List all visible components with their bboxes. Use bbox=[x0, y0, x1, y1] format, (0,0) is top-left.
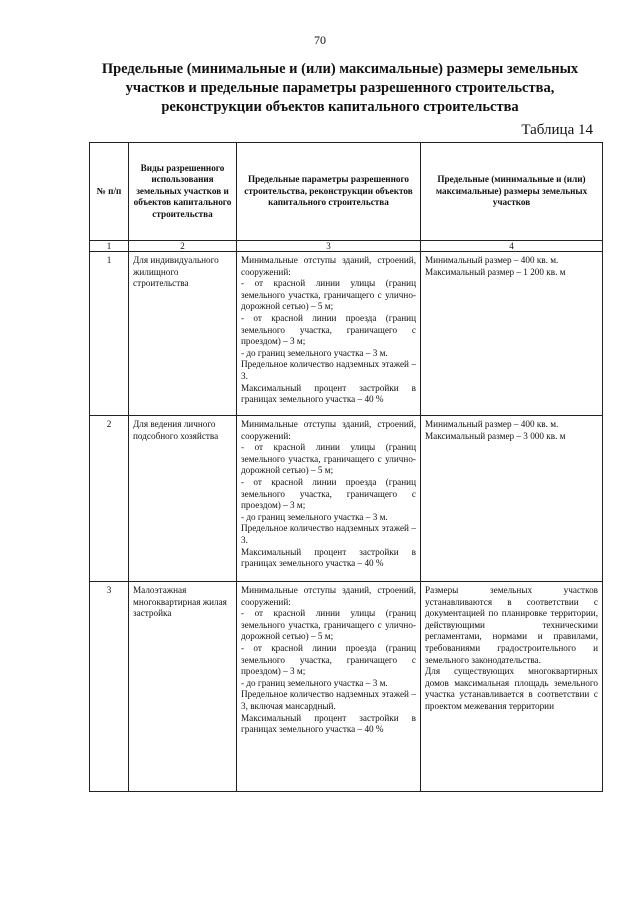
size-line: Максимальный размер – 3 000 кв. м bbox=[425, 430, 566, 441]
size-line: Размеры земельных участков устанавливаются в соответствии с документацией по планировке территории, действующими техническими регламентами, нормами и правилами, требованиями градостроительного и земельного законодательства. bbox=[425, 585, 598, 665]
parameters-table bbox=[89, 142, 603, 792]
size-line: Максимальный размер – 1 200 кв. м bbox=[425, 266, 566, 277]
header-plot-sizes: Предельные (минимальные и (или) максимальные) размеры земельных участков bbox=[421, 143, 603, 241]
param-line: - от красной линии проезда (границ земельного участка, граничащего с проездом) – 3 м; bbox=[241, 642, 416, 677]
size-line: Минимальный размер – 400 кв. м. bbox=[425, 255, 559, 265]
column-number: 1 bbox=[90, 241, 129, 252]
document-title: Предельные (минимальные и (или) максимальные) размеры земельных участков и предельные параметры разрешенного строительства, реконструкции объектов капитального строительства bbox=[101, 61, 579, 115]
param-line: - от красной линии проезда (границ земельного участка, граничащего с проездом) – 3 м; bbox=[241, 476, 416, 511]
header-build-params: Предельные параметры разрешенного строительства, реконструкции объектов капитального строительства bbox=[237, 143, 421, 241]
table-caption: Таблица 14 bbox=[521, 122, 593, 138]
column-number: 3 bbox=[237, 241, 421, 252]
size-line: Минимальный размер – 400 кв. м. bbox=[425, 419, 559, 429]
param-line: - до границ земельного участка – 3 м. bbox=[241, 511, 388, 522]
table-row bbox=[90, 416, 603, 582]
param-line: Минимальные отступы зданий, строений, сооружений: bbox=[241, 255, 416, 277]
header-use-type: Виды разрешенного использования земельных участков и объектов капитального строительства bbox=[129, 143, 237, 241]
header-row bbox=[90, 143, 603, 241]
param-line: Максимальный процент застройки в границах земельного участка – 40 % bbox=[241, 712, 416, 735]
row-build-params bbox=[237, 582, 421, 792]
param-line: - от красной линии улицы (границ земельного участка, граничащего с улично-дорожной сетью) – 5 м; bbox=[241, 442, 416, 476]
row-plot-sizes bbox=[421, 252, 603, 416]
row-use-type: Малоэтажная многоквартирная жилая застройка bbox=[129, 582, 237, 792]
table-row bbox=[90, 582, 603, 792]
row-plot-sizes bbox=[421, 416, 603, 582]
table-row bbox=[90, 252, 603, 416]
row-build-params bbox=[237, 416, 421, 582]
param-line: - до границ земельного участка – 3 м. bbox=[241, 677, 388, 688]
param-line: - от красной линии улицы (границ земельного участка, граничащего с улично-дорожной сетью) – 5 м; bbox=[241, 278, 416, 312]
param-line: Максимальный процент застройки в границах земельного участка – 40 % bbox=[241, 382, 416, 405]
column-number: 4 bbox=[421, 241, 603, 252]
row-plot-sizes bbox=[421, 582, 603, 792]
row-number: 2 bbox=[90, 416, 129, 582]
param-line: Минимальные отступы зданий, строений, сооружений: bbox=[241, 419, 416, 441]
param-line: Максимальный процент застройки в границах земельного участка – 40 % bbox=[241, 546, 416, 569]
header-number: № п/п bbox=[90, 143, 129, 241]
size-line: Для существующих многоквартирных домов максимальная площадь земельного участка устанавливается в соответствии с проектом межевания территории bbox=[425, 666, 598, 711]
param-line: Минимальные отступы зданий, строений, сооружений: bbox=[241, 585, 416, 607]
param-line: - от красной линии улицы (границ земельного участка, граничащего с улично-дорожной сетью) – 5 м; bbox=[241, 608, 416, 642]
row-build-params bbox=[237, 252, 421, 416]
column-number-row bbox=[90, 241, 603, 252]
param-line: Предельное количество надземных этажей – 3. bbox=[241, 359, 416, 381]
param-line: Предельное количество надземных этажей – 3. bbox=[241, 523, 416, 545]
page-number: 70 bbox=[314, 33, 326, 47]
param-line: Предельное количество надземных этажей – 3, включая мансардный. bbox=[241, 689, 416, 711]
row-number: 1 bbox=[90, 252, 129, 416]
column-number: 2 bbox=[129, 241, 237, 252]
param-line: - от красной линии проезда (границ земельного участка, граничащего с проездом) – 3 м; bbox=[241, 312, 416, 347]
param-line: - до границ земельного участка – 3 м. bbox=[241, 347, 388, 358]
row-use-type: Для ведения личного подсобного хозяйства bbox=[129, 416, 237, 582]
row-use-type: Для индивидуального жилищного строительства bbox=[129, 252, 237, 416]
row-number: 3 bbox=[90, 582, 129, 792]
